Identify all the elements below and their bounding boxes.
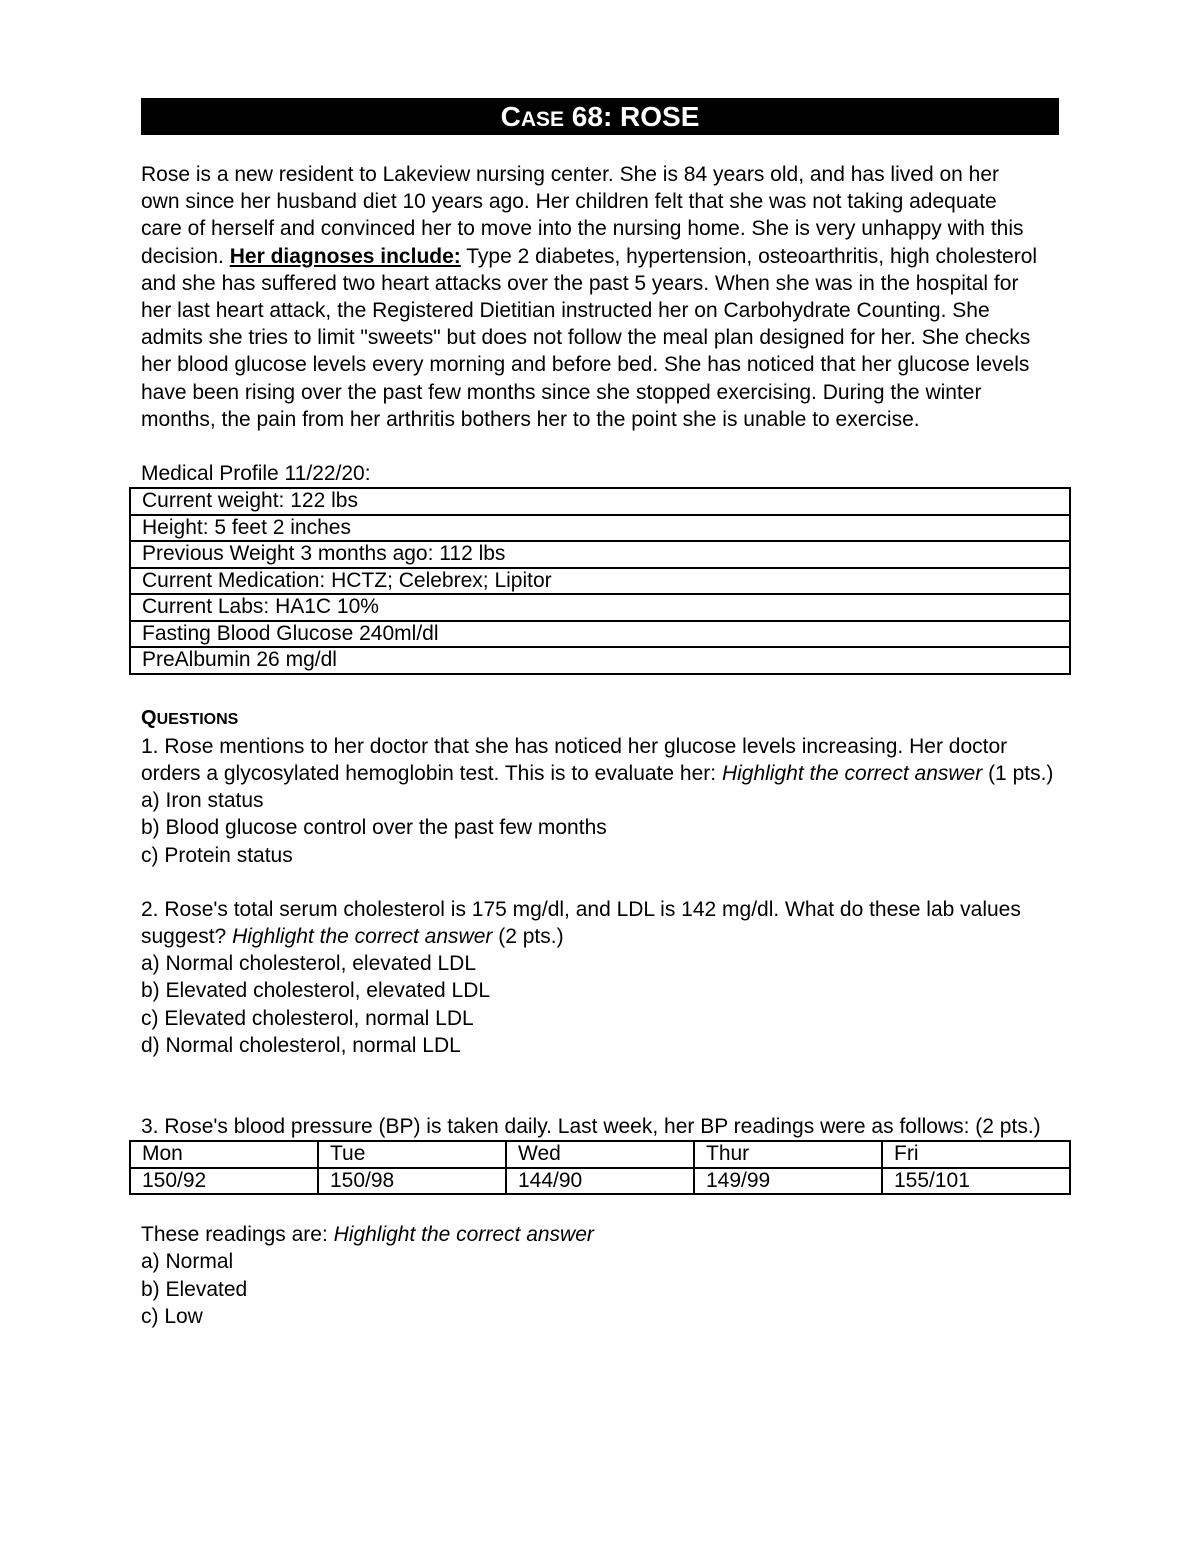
table-row: [130, 594, 1070, 621]
diagnoses-heading: Her diagnoses include:: [229, 244, 461, 268]
medical-profile-table: [129, 487, 1071, 675]
question-3-text: 3. Rose's blood pressure (BP) is taken daily. Last week, her BP readings were as follows: (2 pts.): [141, 1114, 1041, 1138]
question-3-instruction: Highlight the correct answer: [333, 1223, 594, 1247]
medical-profile-label: Medical Profile 11/22/20:: [141, 462, 371, 486]
questions-heading-smallcaps: UESTIONS: [156, 710, 239, 728]
question-3-option-c[interactable]: c) Low: [141, 1304, 203, 1328]
question-1-option-c[interactable]: c) Protein status: [141, 843, 293, 867]
bp-day-cell: Tue: [318, 1141, 506, 1168]
question-3-option-a[interactable]: a) Normal: [141, 1250, 234, 1274]
question-2-points: (2 pts.): [492, 924, 564, 948]
question-1-text: 1. Rose mentions to her doctor that she has noticed her glucose levels increasing. Her doctor orders a glycosylated hemoglobin test. This is to evaluate her:: [141, 734, 1008, 785]
profile-cell: Current weight: 122 lbs: [130, 488, 1070, 515]
question-2-option-d[interactable]: d) Normal cholesterol, normal LDL: [141, 1033, 461, 1057]
questions-heading-initial: Q: [141, 706, 157, 729]
table-row: [130, 515, 1070, 542]
bp-reading-cell: 150/98: [318, 1168, 506, 1195]
bp-day-cell: Fri: [882, 1141, 1070, 1168]
question-1-option-b[interactable]: b) Blood glucose control over the past few months: [141, 816, 607, 840]
question-2-instruction: Highlight the correct answer: [232, 924, 493, 948]
case-title-initial: C: [500, 101, 521, 132]
profile-cell: Fasting Blood Glucose 240ml/dl: [130, 621, 1070, 648]
question-3-followup: These readings are:: [141, 1223, 334, 1247]
bp-reading-cell: 150/92: [130, 1168, 318, 1195]
bp-day-cell: Thur: [694, 1141, 882, 1168]
bp-reading-cell: 149/99: [694, 1168, 882, 1195]
table-row: [130, 1141, 1070, 1168]
profile-cell: PreAlbumin 26 mg/dl: [130, 647, 1070, 674]
case-title-smallcaps: ASE: [520, 108, 565, 131]
bp-reading-cell: 144/90: [506, 1168, 694, 1195]
table-row: [130, 488, 1070, 515]
case-title: [141, 98, 1059, 135]
table-row: [130, 568, 1070, 595]
bp-day-cell: Mon: [130, 1141, 318, 1168]
intro-paragraph: [141, 161, 1041, 433]
profile-cell: Current Medication: HCTZ; Celebrex; Lipitor: [130, 568, 1070, 595]
intro-text-end: Type 2 diabetes, hypertension, osteoarthritis, high cholesterol and she has suffered two heart attacks over the past 5 years. When she was in the hospital for her last heart attack, the Registered Dietitian instructed her on Carbohydrate Counting. She admits she tries to limit "sweets" but does not follow the meal plan designed for her. She checks her blood glucose levels every morning and before bed. She has noticed that her glucose levels have been rising over the past few months since she stopped exercising. During the winter months, the pain from her arthritis bothers her to the point she is unable to exercise.: [141, 244, 1038, 431]
question-2: [141, 896, 1071, 1059]
intro-text-start: Rose is a new resident to Lakeview nursing center. She is 84 years old, and has lived on her own since her husband diet 10 years ago. Her children felt that she was not taking adequate care of herself and convinced her to move into the nursing home. She is very unhappy with this decision.: [141, 163, 1024, 268]
question-2-option-c[interactable]: c) Elevated cholesterol, normal LDL: [141, 1006, 474, 1030]
question-3-option-b[interactable]: b) Elevated: [141, 1277, 248, 1301]
bp-day-cell: Wed: [506, 1141, 694, 1168]
document-page: [141, 98, 1071, 1330]
question-1-option-a[interactable]: a) Iron status: [141, 789, 264, 813]
profile-cell: Height: 5 feet 2 inches: [130, 515, 1070, 542]
question-3: [141, 1113, 1071, 1330]
question-1: [141, 733, 1071, 869]
table-row: [130, 621, 1070, 648]
table-row: [130, 541, 1070, 568]
bp-reading-cell: 155/101: [882, 1168, 1070, 1195]
profile-cell: Current Labs: HA1C 10%: [130, 594, 1070, 621]
profile-cell: Previous Weight 3 months ago: 112 lbs: [130, 541, 1070, 568]
bp-readings-table: [129, 1140, 1071, 1195]
questions-heading: [141, 705, 1071, 733]
table-row: [130, 647, 1070, 674]
question-2-option-b[interactable]: b) Elevated cholesterol, elevated LDL: [141, 979, 491, 1003]
question-2-text: 2. Rose's total serum cholesterol is 175 mg/dl, and LDL is 142 mg/dl. What do these lab values suggest?: [141, 897, 1021, 948]
question-1-points: (1 pts.): [982, 761, 1054, 785]
question-2-option-a[interactable]: a) Normal cholesterol, elevated LDL: [141, 952, 476, 976]
question-1-instruction: Highlight the correct answer: [721, 761, 983, 785]
case-title-rest: 68: ROSE: [571, 101, 700, 132]
table-row: [130, 1168, 1070, 1195]
